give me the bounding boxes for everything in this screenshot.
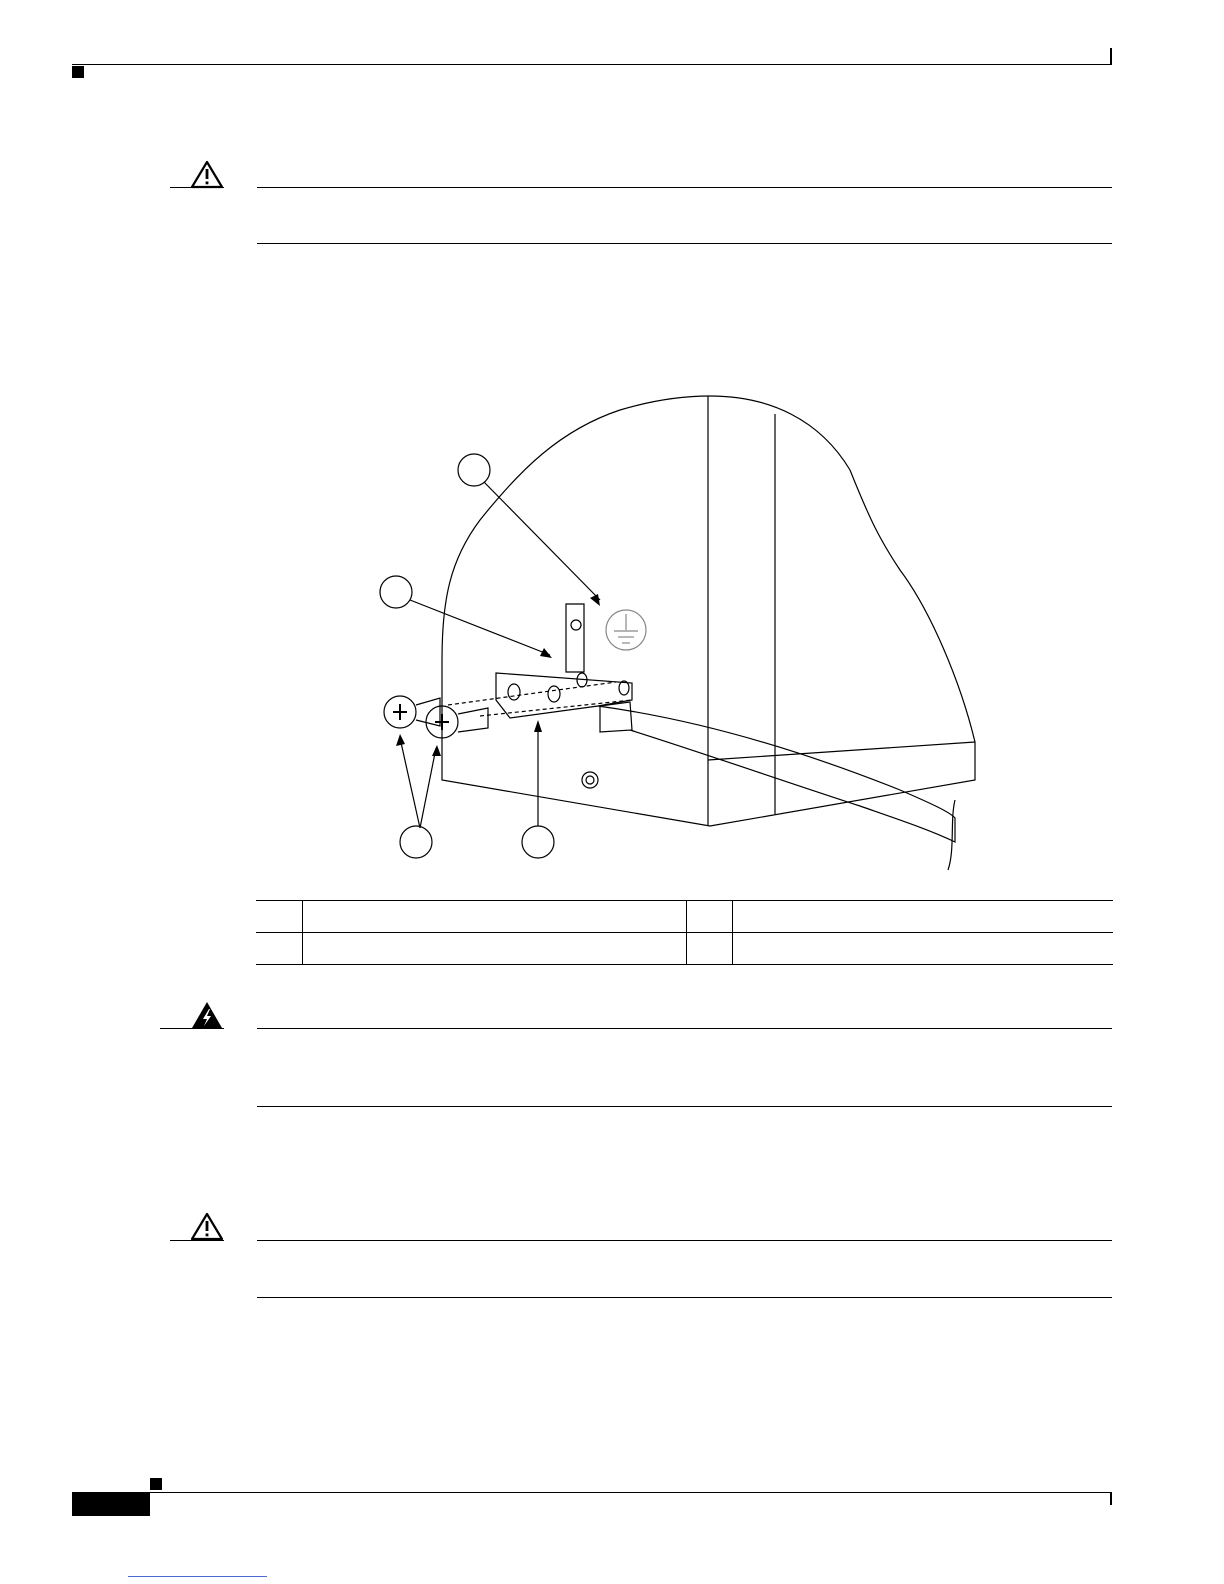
footer-rule xyxy=(150,1492,1112,1493)
warning-top-rule xyxy=(257,1028,1112,1029)
callout-circle-bottom-left xyxy=(400,826,432,858)
callout-circle-bottom-right xyxy=(522,826,554,858)
table-cell xyxy=(256,901,303,933)
header-right-tick xyxy=(1110,48,1112,65)
chassis-bottom-edge xyxy=(708,742,975,760)
footer-page-tab xyxy=(72,1492,150,1516)
table-cell xyxy=(687,933,733,965)
table-cell xyxy=(733,901,1114,933)
table-cell xyxy=(303,933,687,965)
callout-circle-left xyxy=(380,576,412,608)
warning-icon xyxy=(190,1000,224,1030)
table-cell xyxy=(303,901,687,933)
callout-circle-top xyxy=(458,454,490,486)
table-cell xyxy=(733,933,1114,965)
header-square-marker xyxy=(72,66,84,78)
table-cell xyxy=(256,933,303,965)
ground-cable xyxy=(598,706,955,842)
caution-2-top-rule xyxy=(257,1240,1112,1241)
caution-1-top-rule xyxy=(257,187,1112,188)
callout-table xyxy=(256,900,1113,965)
screw-2 xyxy=(426,706,488,738)
table-row xyxy=(256,933,1113,965)
caution-1-short-rule xyxy=(170,187,224,188)
header-rule xyxy=(72,64,1112,65)
caution-2-short-rule xyxy=(170,1240,224,1241)
table-cell xyxy=(687,901,733,933)
screw-1 xyxy=(384,696,440,728)
bracket-tab xyxy=(566,604,584,672)
chassis-hole xyxy=(582,772,598,788)
caution-icon xyxy=(190,160,224,190)
footer-right-tick xyxy=(1110,1492,1112,1505)
warning-short-rule xyxy=(160,1028,224,1029)
grounding-figure xyxy=(370,390,990,880)
table-row xyxy=(256,901,1113,933)
caution-2-bottom-rule xyxy=(257,1297,1112,1298)
footer-square-marker xyxy=(150,1478,162,1490)
warning-bottom-rule xyxy=(257,1106,1112,1107)
ground-lug xyxy=(496,673,632,718)
caution-icon xyxy=(190,1212,224,1242)
footer-link-underline[interactable] xyxy=(128,1576,267,1577)
caution-1-bottom-rule xyxy=(257,243,1112,244)
